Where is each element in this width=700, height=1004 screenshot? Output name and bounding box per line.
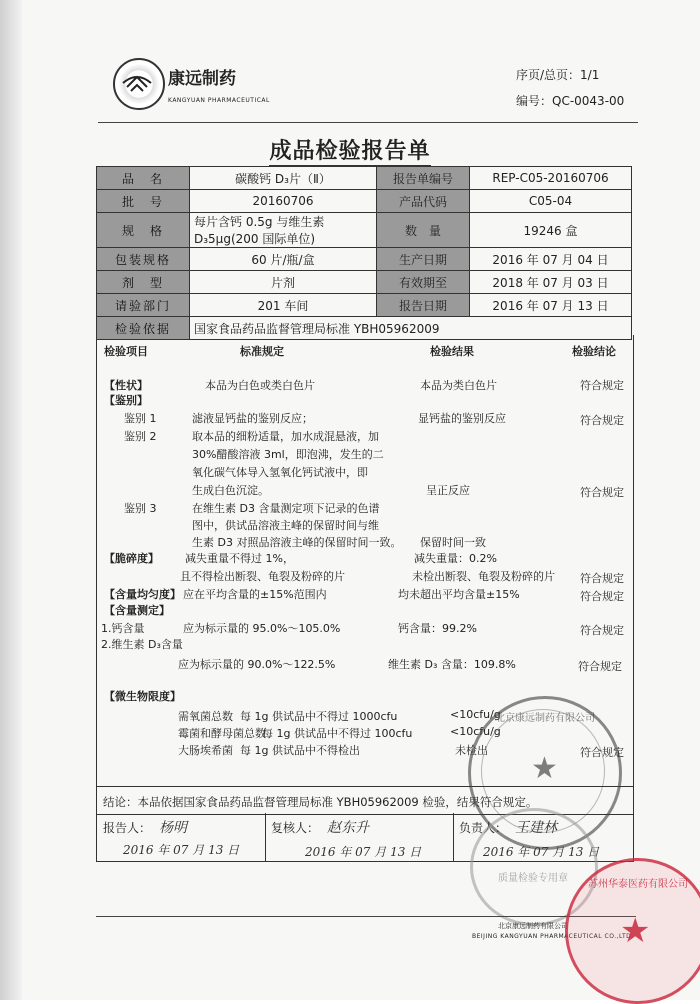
page-title: 成品检验报告单 xyxy=(0,134,700,165)
m2-name: 霉菌和酵母菌总数 xyxy=(178,727,266,740)
id1-result: 显钙盐的鉴别反应 xyxy=(418,412,506,425)
qty-value: 19246 盒 xyxy=(470,213,632,248)
report-no-value: REP-C05-20160706 xyxy=(470,167,632,190)
id2-conclusion: 符合规定 xyxy=(580,486,624,499)
unif-standard: 应在平均含量的±15%范围内 xyxy=(183,588,327,601)
appearance-result: 本品为类白色片 xyxy=(420,379,497,392)
m1-standard: 每 1g 供试品中不得过 1000cfu xyxy=(240,710,398,723)
company-name: 康远制药 xyxy=(168,69,236,89)
product-value: 碳酸钙 D₃片（Ⅱ） xyxy=(190,167,377,190)
basis-value: 国家食品药品监督管理局标准 YBH05962009 xyxy=(190,317,632,340)
appearance-standard: 本品为白色或类白色片 xyxy=(205,379,315,392)
col-item: 检验项目 xyxy=(104,345,148,358)
m1-name: 需氧菌总数 xyxy=(178,710,233,723)
dept-value: 201 车间 xyxy=(190,294,377,317)
leader-date: 2016 年 07 月 13 日 xyxy=(483,845,600,859)
friab-result-2: 未检出断裂、龟裂及粉碎的片 xyxy=(412,570,555,583)
ca-standard: 应为标示量的 95.0%～105.0% xyxy=(183,622,341,635)
report-no-label: 报告单编号 xyxy=(377,167,470,190)
leader-signature: 王建林 xyxy=(515,820,557,836)
id3-standard-1: 在维生素 D3 含量测定项下记录的色谱 xyxy=(192,502,380,515)
d3-result: 维生素 D₃ 含量：109.8% xyxy=(388,658,516,671)
id2-label: 鉴别 2 xyxy=(124,430,157,443)
ca-label: 1.钙含量 xyxy=(101,622,145,635)
document-number: 编号：QC-0043-00 xyxy=(516,94,625,108)
unif-result: 均未超出平均含量±15% xyxy=(398,588,520,601)
appearance-conclusion: 符合规定 xyxy=(580,379,624,392)
footer-company-en: BEIJING KANGYUAN PHARMACEUTICAL CO.,LTD. xyxy=(472,933,634,940)
appearance-heading: 【性状】 xyxy=(104,379,148,392)
friab-heading: 【脆碎度】 xyxy=(104,552,159,565)
micro-conclusion: 符合规定 xyxy=(580,746,624,759)
distributor-star-icon: ★ xyxy=(620,911,651,951)
m2-standard: 每 1g 供试品中不得过 100cfu xyxy=(262,727,413,740)
page-number: 序页/总页：1/1 xyxy=(516,68,600,82)
reviewer-signature: 赵东升 xyxy=(327,820,369,836)
ident-heading: 【鉴别】 xyxy=(104,394,148,407)
id3-result: 保留时间一致 xyxy=(420,536,486,549)
reporter-label: 报告人： xyxy=(103,821,152,835)
spec-label: 规 格 xyxy=(97,213,190,248)
qty-label: 数 量 xyxy=(377,213,470,248)
mfg-value: 2016 年 07 月 04 日 xyxy=(470,248,632,271)
m3-name: 大肠埃希菌 xyxy=(178,744,233,757)
form-value: 片剂 xyxy=(190,271,377,294)
product-label: 品 名 xyxy=(97,167,190,190)
friab-standard-1: 减失重量不得过 1%， xyxy=(185,552,294,565)
reviewer-cell xyxy=(265,813,454,861)
unif-conclusion: 符合规定 xyxy=(580,590,624,603)
m2-result: <10cfu/g xyxy=(450,725,501,738)
code-value: C05-04 xyxy=(470,190,632,213)
leader-label: 负责人： xyxy=(459,821,508,835)
qc-seal-text: 质量检验专用章 xyxy=(498,873,568,884)
ca-conclusion: 符合规定 xyxy=(580,624,624,637)
id3-standard-3: 生素 D3 对照品溶液主峰的保留时间一致。 xyxy=(192,536,402,549)
d3-label: 2.维生素 D₃含量 xyxy=(101,638,183,651)
id2-standard-1: 取本品的细粉适量，加水成混悬液，加 xyxy=(192,430,379,443)
ca-result: 钙含量：99.2% xyxy=(398,622,477,635)
pack-value: 60 片/瓶/盒 xyxy=(190,248,377,271)
exp-value: 2018 年 07 月 03 日 xyxy=(470,271,632,294)
friab-conclusion: 符合规定 xyxy=(580,572,624,585)
footer-company-cn: 北京康远制药有限公司 xyxy=(498,922,568,930)
friab-standard-2: 且不得检出断裂、龟裂及粉碎的片 xyxy=(180,570,345,583)
code-label: 产品代码 xyxy=(377,190,470,213)
m1-result: <10cfu/g xyxy=(450,708,501,721)
id1-standard: 滤液显钙盐的鉴别反应； xyxy=(192,412,313,425)
unif-heading: 【含量均匀度】 xyxy=(104,588,181,601)
company-logo-icon xyxy=(113,58,165,110)
batch-value: 20160706 xyxy=(190,190,377,213)
report-date-value: 2016 年 07 月 13 日 xyxy=(470,294,632,317)
col-result: 检验结果 xyxy=(430,345,474,358)
pack-label: 包装规格 xyxy=(97,248,190,271)
basis-label: 检验依据 xyxy=(97,317,190,340)
id1-label: 鉴别 1 xyxy=(124,412,157,425)
company-seal-text: 北京康远制药有限公司 xyxy=(495,713,595,724)
mfg-label: 生产日期 xyxy=(377,248,470,271)
spec-value: 每片含钙 0.5g 与维生素 D₃5μg(200 国际单位) xyxy=(190,213,377,248)
reviewer-label: 复核人： xyxy=(271,821,320,835)
reviewer-date: 2016 年 07 月 13 日 xyxy=(305,845,422,859)
seal-star-icon: ★ xyxy=(531,751,558,786)
company-name-en: KANGYUAN PHARMACEUTICAL xyxy=(168,97,270,104)
id2-result: 呈正反应 xyxy=(426,484,470,497)
report-date-label: 报告日期 xyxy=(377,294,470,317)
id3-standard-2: 图中，供试品溶液主峰的保留时间与维 xyxy=(192,519,379,532)
distributor-seal xyxy=(565,858,700,1004)
friab-result-1: 减失重量：0.2% xyxy=(414,552,497,565)
m3-result: 未检出 xyxy=(455,744,488,757)
id1-conclusion: 符合规定 xyxy=(580,414,624,427)
reporter-signature: 杨明 xyxy=(159,820,187,836)
reporter-cell xyxy=(97,813,266,861)
product-info-table xyxy=(96,166,632,340)
reporter-date: 2016 年 07 月 13 日 xyxy=(123,843,240,857)
col-conclusion: 检验结论 xyxy=(572,345,616,358)
micro-heading: 【微生物限度】 xyxy=(104,690,181,703)
form-label: 剂 型 xyxy=(97,271,190,294)
d3-standard: 应为标示量的 90.0%～122.5% xyxy=(178,658,336,671)
distributor-seal-text: 苏州华泰医药有限公司 xyxy=(588,879,688,890)
col-standard: 标准规定 xyxy=(240,345,284,358)
conclusion-text: 结论：本品依据国家食品药品监督管理局标准 YBH05962009 检验，结果符合规定。 xyxy=(103,795,538,809)
batch-label: 批 号 xyxy=(97,190,190,213)
assay-heading: 【含量测定】 xyxy=(104,604,170,617)
footer-rule xyxy=(96,916,636,917)
id3-label: 鉴别 3 xyxy=(124,502,157,515)
id2-standard-2: 30%醋酸溶液 3ml，即泡沸，发生的二 xyxy=(192,448,384,461)
dept-label: 请验部门 xyxy=(97,294,190,317)
id2-standard-3: 氧化碳气体导入氢氧化钙试液中，即 xyxy=(192,466,368,479)
header-rule xyxy=(98,122,638,123)
d3-conclusion: 符合规定 xyxy=(578,660,622,673)
m3-standard: 每 1g 供试品中不得检出 xyxy=(240,744,360,757)
id2-standard-4: 生成白色沉淀。 xyxy=(192,484,269,497)
exp-label: 有效期至 xyxy=(377,271,470,294)
